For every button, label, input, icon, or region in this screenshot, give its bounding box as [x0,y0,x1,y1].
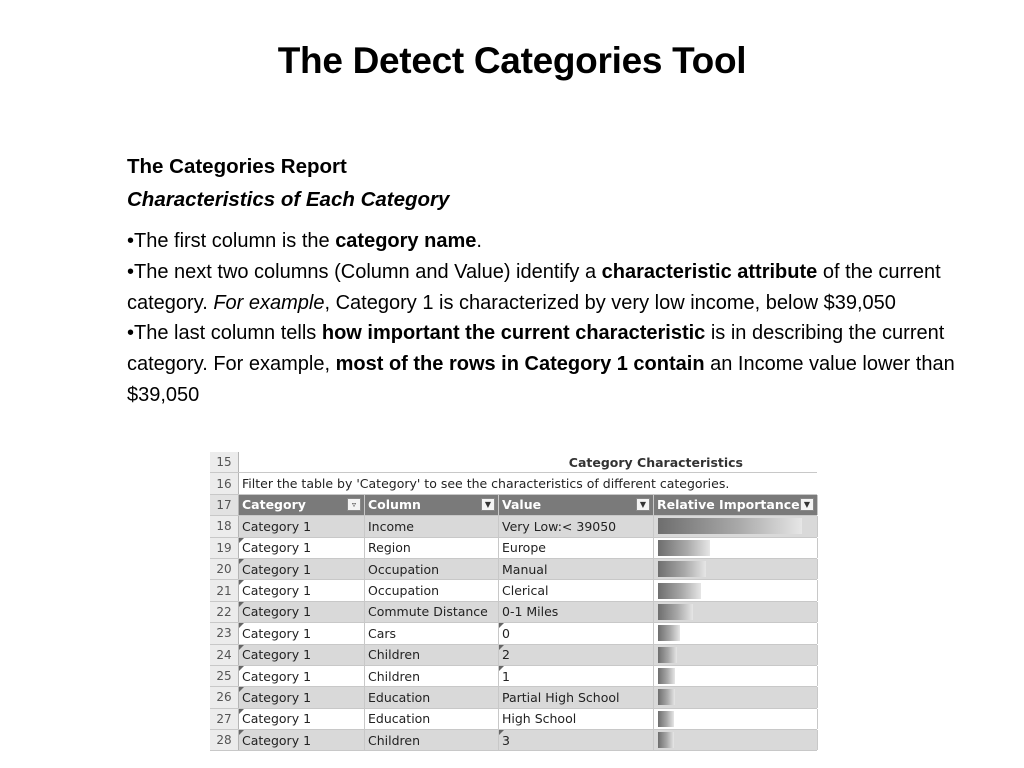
cell-column[interactable]: Region [365,538,499,558]
cell-category[interactable]: Category 1 [239,602,365,622]
importance-bar [658,518,802,534]
cell-value[interactable]: 0-1 Miles [499,602,654,622]
cell-value[interactable]: Europe [499,538,654,558]
cell-value[interactable]: 1 [499,666,654,686]
cell-column[interactable]: Occupation [365,559,499,579]
cell-relative-importance[interactable] [654,645,818,665]
instruction-text: Filter the table by 'Category' to see the characteristics of different categories. [239,473,818,493]
header-category[interactable] [239,495,365,515]
row-number: 17 [210,495,239,515]
bullet-next-columns [127,257,1007,319]
cell-relative-importance[interactable] [654,538,818,558]
content-block [127,150,1007,411]
bullet3-end: an Income value lower than $39,050 [127,353,955,406]
cell-marker-icon [239,623,244,628]
cell-category[interactable]: Category 1 [239,666,365,686]
bullet2-text: •The next two columns (Column and Value) identify a [127,260,602,283]
table-row [210,538,817,559]
cell-marker-icon [239,709,244,714]
bullet3-bold2: most of the rows in Category 1 contain [335,353,705,376]
cell-category[interactable]: Category 1 [239,730,365,750]
cell-category[interactable]: Category 1 [239,538,365,558]
cell-category[interactable]: Category 1 [239,580,365,600]
cell-marker-icon [239,645,244,650]
bullet2-text2: of the current category. [127,260,941,314]
cell-marker-icon [239,538,244,543]
cell-marker-icon [499,623,504,628]
table-row [210,623,817,644]
importance-bar [658,668,675,684]
bullet3-bold: how important the current characteristic [321,322,706,345]
table-row [210,730,817,751]
cell-relative-importance[interactable] [654,687,818,707]
row-number: 22 [210,602,239,622]
importance-bar [658,583,701,599]
table-row [210,666,817,687]
row-number: 23 [210,623,239,643]
header-column[interactable] [365,495,499,515]
cell-value[interactable]: Manual [499,559,654,579]
cell-marker-icon [239,602,244,607]
importance-bar [658,711,674,727]
cell-column[interactable]: Cars [365,623,499,643]
cell-relative-importance[interactable] [654,623,818,643]
report-title: The Categories Report [127,155,347,178]
cell-column[interactable]: Commute Distance [365,602,499,622]
header-value[interactable] [499,495,654,515]
row-number: 21 [210,580,239,600]
cell-marker-icon [499,645,504,650]
row-number: 20 [210,559,239,579]
cell-marker-icon [499,730,504,735]
cell-value[interactable]: 0 [499,623,654,643]
cell-marker-icon [239,666,244,671]
cell-value[interactable]: High School [499,709,654,729]
chevron-down-icon[interactable]: ▼ [481,498,495,511]
table-body [210,516,817,751]
bullet1-end: . [476,230,482,252]
table-title: Category Characteristics [239,452,818,472]
table-header-row [210,495,817,516]
bullet2-italic: For example [213,291,325,314]
header-column-label: Column [368,497,421,513]
cell-marker-icon [499,666,504,671]
cell-relative-importance[interactable] [654,666,818,686]
header-relative-importance[interactable] [654,495,818,515]
importance-bar [658,540,710,556]
cell-category[interactable]: Category 1 [239,559,365,579]
cell-relative-importance[interactable] [654,580,818,600]
cell-marker-icon [239,580,244,585]
importance-bar [658,647,677,663]
bullet2-bold: characteristic attribute [601,260,818,283]
chevron-down-icon[interactable]: ▼ [636,498,650,511]
bullet-first-column [127,226,1007,257]
row-number: 15 [210,452,239,472]
table-row [210,687,817,708]
cell-relative-importance[interactable] [654,709,818,729]
importance-bar [658,625,680,641]
header-category-label: Category [242,497,306,513]
table-row [210,645,817,666]
bullet2-end: , Category 1 is characterized by very low income, below $39,050 [324,291,896,314]
cell-marker-icon [239,687,244,692]
bullet3-text: •The last column tells [127,322,322,345]
row-number: 16 [210,473,239,493]
sheet-row-instructions [210,473,817,494]
cell-category[interactable]: Category 1 [239,516,365,536]
cell-value[interactable]: Very Low:< 39050 [499,516,654,536]
header-importance-label: Relative Importance [657,497,800,513]
cell-category[interactable]: Category 1 [239,645,365,665]
filter-dropdown-icon[interactable]: ▿ [347,498,361,511]
cell-column[interactable]: Education [365,709,499,729]
cell-column[interactable]: Occupation [365,580,499,600]
table-row [210,602,817,623]
bullet1-bold: category name [335,230,477,252]
cell-category[interactable]: Category 1 [239,623,365,643]
cell-relative-importance[interactable] [654,516,818,536]
importance-bar [658,689,675,705]
header-value-label: Value [502,497,542,513]
slide-title: The Detect Categories Tool [277,40,747,81]
cell-category[interactable]: Category 1 [239,709,365,729]
row-number: 27 [210,709,239,729]
cell-marker-icon [239,730,244,735]
cell-value[interactable]: 3 [499,730,654,750]
cell-value[interactable]: 2 [499,645,654,665]
cell-column[interactable]: Children [365,730,499,750]
bullet1-text: •The first column is the [127,230,336,252]
row-number: 19 [210,538,239,558]
cell-marker-icon [239,559,244,564]
spreadsheet-screenshot [210,452,817,751]
sheet-row-title [210,452,817,473]
table-row [210,580,817,601]
cell-column[interactable]: Education [365,687,499,707]
table-row [210,709,817,730]
cell-relative-importance[interactable] [654,730,818,750]
cell-category[interactable]: Category 1 [239,687,365,707]
bullet-last-column [127,318,1007,410]
row-number: 24 [210,645,239,665]
cell-value[interactable]: Partial High School [499,687,654,707]
bullet3-text2: is in describing the current category. For example, [127,322,945,376]
cell-relative-importance[interactable] [654,602,818,622]
cell-value[interactable]: Clerical [499,580,654,600]
row-number: 25 [210,666,239,686]
importance-bar [658,604,693,620]
cell-column[interactable]: Income [365,516,499,536]
cell-column[interactable]: Children [365,645,499,665]
chevron-down-icon[interactable]: ▼ [800,498,814,511]
row-number: 26 [210,687,239,707]
table-row [210,516,817,537]
importance-bar [658,561,706,577]
row-number: 18 [210,516,239,536]
importance-bar [658,732,674,748]
row-number: 28 [210,730,239,750]
cell-relative-importance[interactable] [654,559,818,579]
cell-column[interactable]: Children [365,666,499,686]
report-subtitle: Characteristics of Each Category [127,188,450,211]
table-row [210,559,817,580]
